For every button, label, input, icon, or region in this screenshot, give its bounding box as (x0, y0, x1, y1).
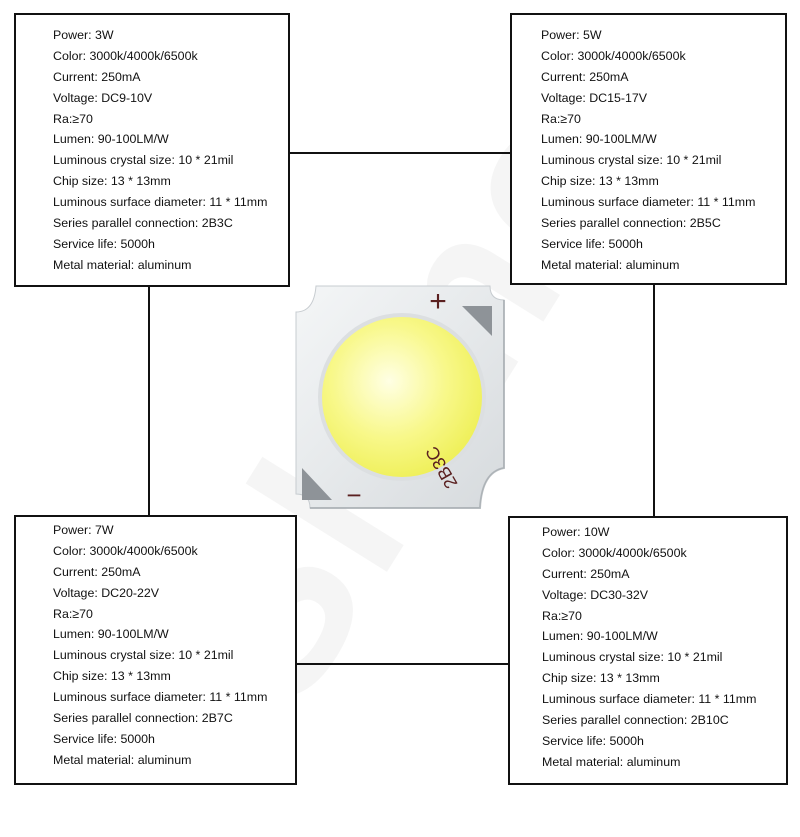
spec-line: Service life: 5000h (53, 731, 155, 746)
spec-line: Service life: 5000h (53, 236, 155, 251)
spec-box-10w (508, 516, 788, 785)
spec-list (542, 522, 786, 773)
spec-line: Luminous surface diameter: 11 * 11mm (541, 195, 756, 210)
spec-line: Luminous surface diameter: 11 * 11mm (542, 692, 757, 707)
spec-line: Current: 250mA (53, 564, 141, 579)
spec-line: Ra:≥70 (541, 111, 581, 126)
spec-box-7w (14, 515, 297, 785)
spec-box-5w (510, 13, 787, 285)
spec-line: Luminous surface diameter: 11 * 11mm (53, 690, 268, 705)
spec-line: Lumen: 90-100LM/W (541, 132, 657, 147)
spec-line: Chip size: 13 * 13mm (53, 174, 171, 189)
spec-line: Ra:≥70 (53, 606, 93, 621)
spec-line: Ra:≥70 (53, 111, 93, 126)
spec-line: Voltage: DC15-17V (541, 90, 648, 105)
spec-line: Ra:≥70 (542, 608, 582, 623)
spec-line: Power: 10W (542, 525, 610, 539)
spec-line: Voltage: DC30-32V (542, 587, 649, 602)
cob-led-chip-image (282, 278, 522, 518)
spec-line: Series parallel connection: 2B3C (53, 216, 233, 231)
spec-line: Metal material: aluminum (541, 257, 680, 272)
spec-line: Metal material: aluminum (53, 257, 192, 272)
spec-line: Current: 250mA (541, 69, 629, 84)
spec-line: Series parallel connection: 2B7C (53, 711, 233, 726)
spec-line: Power: 5W (541, 28, 602, 42)
spec-line: Metal material: aluminum (53, 752, 192, 767)
spec-line: Chip size: 13 * 13mm (542, 671, 660, 686)
spec-line: Current: 250mA (542, 566, 630, 581)
spec-line: Color: 3000k/4000k/6500k (541, 48, 686, 63)
spec-line: Chip size: 13 * 13mm (53, 669, 171, 684)
spec-line: Lumen: 90-100LM/W (53, 132, 169, 147)
spec-line: Color: 3000k/4000k/6500k (53, 543, 198, 558)
spec-line: Chip size: 13 * 13mm (541, 174, 659, 189)
led-phosphor-emitter (322, 317, 482, 477)
spec-line: Color: 3000k/4000k/6500k (542, 545, 687, 560)
spec-list (53, 520, 295, 771)
spec-line: Lumen: 90-100LM/W (542, 629, 658, 644)
spec-line: Luminous crystal size: 10 * 21mil (53, 648, 234, 663)
spec-line: Lumen: 90-100LM/W (53, 627, 169, 642)
spec-list (53, 25, 288, 276)
spec-line: Power: 7W (53, 523, 114, 537)
spec-line: Voltage: DC20-22V (53, 585, 160, 600)
connector-line-bottom (297, 663, 508, 665)
positive-terminal-label: + (429, 285, 447, 318)
spec-line: Luminous surface diameter: 11 * 11mm (53, 195, 268, 210)
spec-line: Luminous crystal size: 10 * 21mil (541, 153, 722, 168)
spec-line: Series parallel connection: 2B5C (541, 216, 721, 231)
spec-line: Current: 250mA (53, 69, 141, 84)
connector-line-right (653, 285, 655, 516)
spec-line: Luminous crystal size: 10 * 21mil (542, 650, 723, 665)
spec-box-3w (14, 13, 290, 287)
spec-line: Power: 3W (53, 28, 114, 42)
spec-line: Luminous crystal size: 10 * 21mil (53, 153, 234, 168)
spec-line: Color: 3000k/4000k/6500k (53, 48, 198, 63)
spec-line: Service life: 5000h (541, 236, 643, 251)
spec-line: Series parallel connection: 2B10C (542, 713, 729, 728)
connector-line-top (290, 152, 510, 154)
chip-code-label: 2B3C (421, 443, 462, 492)
spec-line: Service life: 5000h (542, 733, 644, 748)
negative-terminal-label: − (346, 480, 362, 510)
spec-line: Voltage: DC9-10V (53, 90, 153, 105)
spec-list (541, 25, 785, 276)
spec-line: Metal material: aluminum (542, 754, 681, 769)
connector-line-left (148, 287, 150, 515)
